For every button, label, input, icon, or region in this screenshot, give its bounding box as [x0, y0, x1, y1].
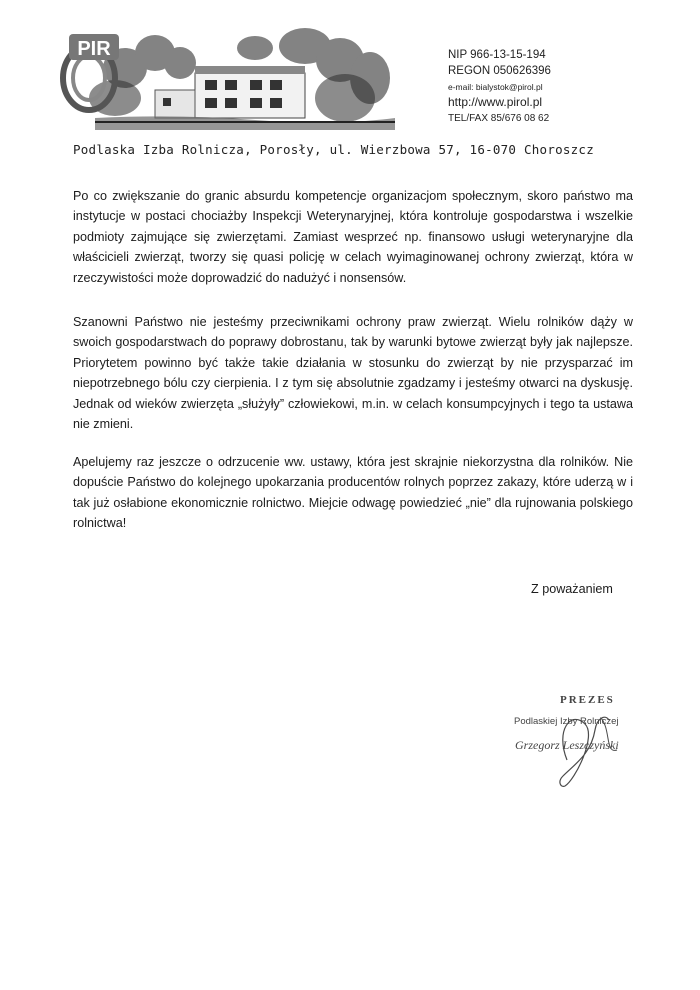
- paragraph-3: Apelujemy raz jeszcze o odrzucenie ww. ustawy, która jest skrajnie niekorzystna dla rolników. Nie dopuście Państwo do kolejnego upokarzania producentów rolnych poprzez zakazy, które uderzą w i tak już osłabione ekonomicznie rolnictwo. Miejcie odwagę powiedzieć „nie” dla rujnowania polskiego rolnictwa!: [73, 455, 633, 531]
- signature-organization: Podlaskiej Izby Rolniczej: [514, 716, 619, 727]
- website-text: http://www.pirol.pl: [448, 95, 543, 109]
- address-line: Podlaska Izba Rolnicza, Porosły, ul. Wierzbowa 57, 16-070 Choroszcz: [73, 142, 594, 157]
- signature-name: Grzegorz Leszczyński: [515, 738, 619, 752]
- telfax-text: TEL/FAX 85/676 08 62: [448, 113, 550, 124]
- letterhead-illustration: [55, 18, 395, 143]
- signature-title: PREZES: [560, 694, 615, 706]
- email-text: e-mail: bialystok@pirol.pl: [448, 82, 543, 92]
- regon-text: REGON 050626396: [448, 65, 551, 77]
- paragraph-2: Szanowni Państwo nie jesteśmy przeciwnikami ochrony praw zwierząt. Wielu rolników dąży w swoich gospodarstwach do poprawy dobrostanu, tak by warunki bytowe zwierząt były jak najlepsze. Priorytetem powinno być także takie działania w stosunku do zwierząt by nie przysparzać im niepotrzebnego bólu czy cierpienia. I z tym się absolutnie zgadzamy i jesteśmy otwarci na dyskusję. Jednak od wieków zwierzęta „służyły” człowiekowi, m.in. w celach konsumpcyjnych i tego ta ustawa nie zmieni.: [73, 315, 633, 432]
- closing-line: Z poważaniem: [531, 582, 613, 596]
- paragraph-1: Po co zwiększanie do granic absurdu kompetencje organizacjom społecznym, skoro państwo ma instytucje w postaci chociażby Inspekcji Weterynaryjnej, która kontroluje gospodarstwa i wszelkie podmioty zajmujące się zwierzętami. Zamiast wesprzeć np. finansowo usługi weterynaryjne dla właścicieli zwierząt, tworzy się quasi policję w celach wyimaginowanej ochrony zwierząt, która w rzeczywistości może doprowadzić do nadużyć i nonsensów.: [73, 189, 633, 285]
- nip-text: NIP 966-13-15-194: [448, 49, 546, 61]
- logo-text: PIR: [77, 38, 111, 60]
